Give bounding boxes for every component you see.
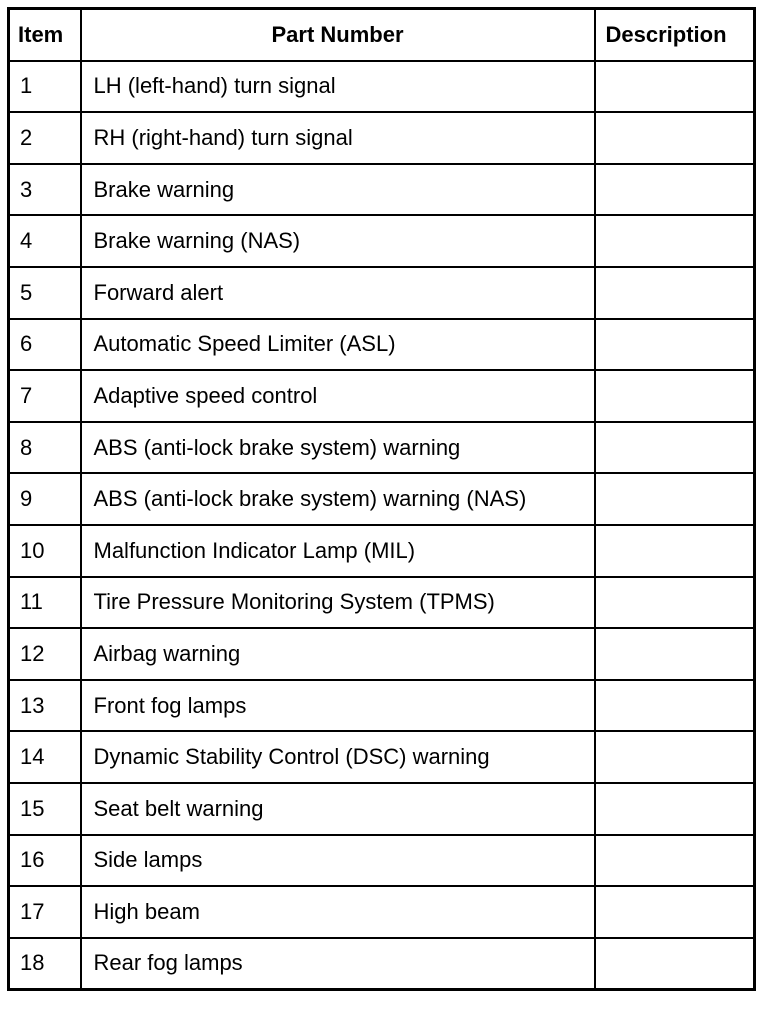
table-row <box>9 61 755 113</box>
cell-part-number: Tire Pressure Monitoring System (TPMS) <box>81 577 595 629</box>
cell-item: 14 <box>9 731 81 783</box>
cell-item: 6 <box>9 319 81 371</box>
cell-description <box>595 422 755 474</box>
table-row <box>9 215 755 267</box>
cell-part-number: Rear fog lamps <box>81 938 595 990</box>
cell-description <box>595 835 755 887</box>
cell-description <box>595 938 755 990</box>
cell-item: 11 <box>9 577 81 629</box>
table-row <box>9 628 755 680</box>
cell-description <box>595 370 755 422</box>
cell-description <box>595 215 755 267</box>
cell-item: 15 <box>9 783 81 835</box>
table-row <box>9 577 755 629</box>
cell-description <box>595 886 755 938</box>
table-body <box>9 61 755 990</box>
cell-description <box>595 731 755 783</box>
cell-part-number: Malfunction Indicator Lamp (MIL) <box>81 525 595 577</box>
cell-description <box>595 112 755 164</box>
table-row <box>9 164 755 216</box>
cell-item: 10 <box>9 525 81 577</box>
cell-part-number: Airbag warning <box>81 628 595 680</box>
cell-part-number: ABS (anti-lock brake system) warning (NAS) <box>81 473 595 525</box>
cell-part-number: Dynamic Stability Control (DSC) warning <box>81 731 595 783</box>
cell-item: 18 <box>9 938 81 990</box>
table-row <box>9 319 755 371</box>
cell-part-number: ABS (anti-lock brake system) warning <box>81 422 595 474</box>
cell-part-number: Adaptive speed control <box>81 370 595 422</box>
table-header <box>9 9 755 61</box>
cell-description <box>595 164 755 216</box>
table-row <box>9 886 755 938</box>
table-row <box>9 422 755 474</box>
cell-description <box>595 319 755 371</box>
cell-part-number: RH (right-hand) turn signal <box>81 112 595 164</box>
cell-part-number: Brake warning (NAS) <box>81 215 595 267</box>
cell-item: 1 <box>9 61 81 113</box>
table-row <box>9 680 755 732</box>
cell-item: 13 <box>9 680 81 732</box>
cell-item: 5 <box>9 267 81 319</box>
parts-table <box>7 7 756 991</box>
cell-part-number: Automatic Speed Limiter (ASL) <box>81 319 595 371</box>
table-row <box>9 835 755 887</box>
table-row <box>9 267 755 319</box>
cell-item: 9 <box>9 473 81 525</box>
header-description: Description <box>595 9 755 61</box>
header-item: Item <box>9 9 81 61</box>
cell-item: 3 <box>9 164 81 216</box>
cell-item: 12 <box>9 628 81 680</box>
table-row <box>9 731 755 783</box>
cell-item: 7 <box>9 370 81 422</box>
cell-part-number: Seat belt warning <box>81 783 595 835</box>
cell-part-number: Front fog lamps <box>81 680 595 732</box>
cell-description <box>595 628 755 680</box>
cell-description <box>595 473 755 525</box>
cell-part-number: High beam <box>81 886 595 938</box>
cell-item: 8 <box>9 422 81 474</box>
table-row <box>9 473 755 525</box>
cell-part-number: Forward alert <box>81 267 595 319</box>
cell-part-number: Side lamps <box>81 835 595 887</box>
cell-description <box>595 577 755 629</box>
table-row <box>9 370 755 422</box>
header-part-number: Part Number <box>81 9 595 61</box>
table-row <box>9 525 755 577</box>
cell-description <box>595 783 755 835</box>
cell-item: 4 <box>9 215 81 267</box>
cell-description <box>595 267 755 319</box>
cell-description <box>595 525 755 577</box>
header-row <box>9 9 755 61</box>
cell-description <box>595 61 755 113</box>
table-row <box>9 112 755 164</box>
cell-item: 2 <box>9 112 81 164</box>
cell-item: 17 <box>9 886 81 938</box>
table-row <box>9 783 755 835</box>
cell-item: 16 <box>9 835 81 887</box>
table-row <box>9 938 755 990</box>
cell-description <box>595 680 755 732</box>
cell-part-number: LH (left-hand) turn signal <box>81 61 595 113</box>
cell-part-number: Brake warning <box>81 164 595 216</box>
